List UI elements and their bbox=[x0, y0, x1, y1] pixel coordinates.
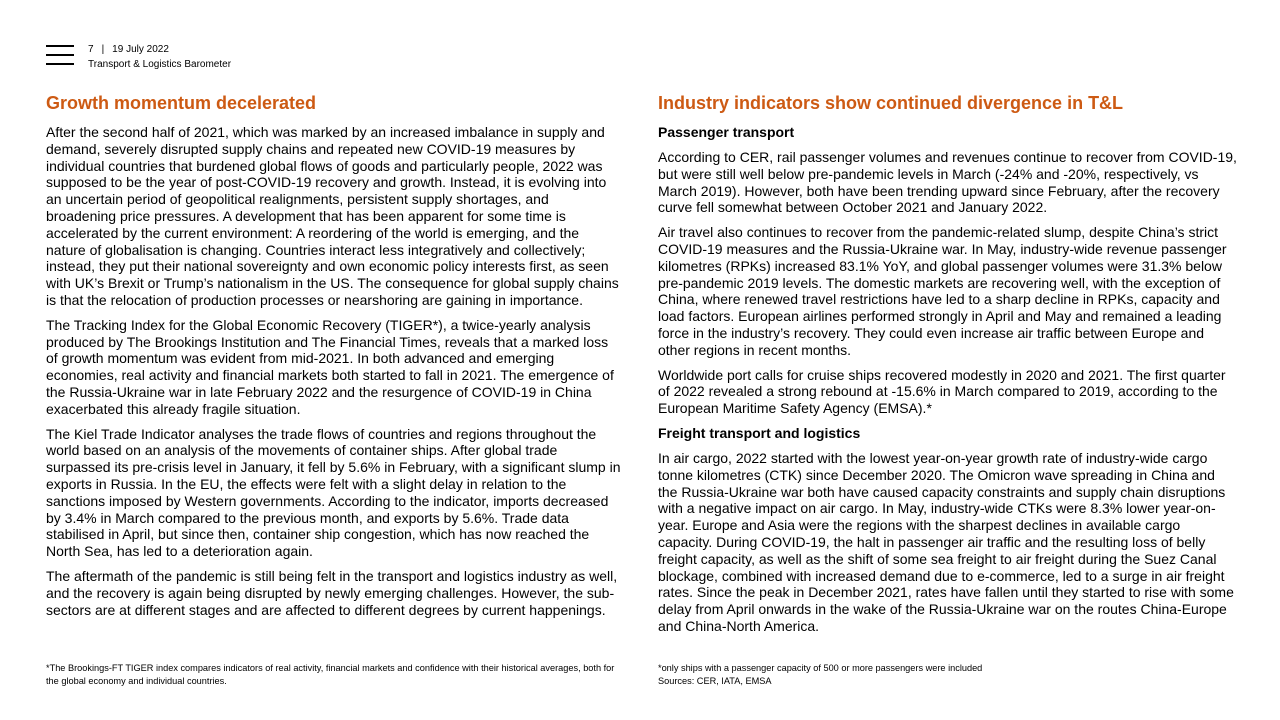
tiger-footnote: *The Brookings-FT TIGER index compares indicators of real activity, financial markets and confidence with their historical averages, both for the global economy and individual countries. bbox=[46, 663, 615, 686]
left-paragraph: The Tracking Index for the Global Economic Recovery (TIGER*), a twice-yearly analysis produced by The Brookings Institution and The Financial Times, reveals that a marked loss of growth momentum was evident from mid-2021. In both advanced and emerging economies, real activity and financial markets both started to fall in 2021. The emergence of the Russia-Ukraine war in late February 2022 and the resurgence of COVID-19 in China exacerbated this already fragile situation. bbox=[46, 316, 614, 417]
publication-date: 19 July 2022 bbox=[112, 44, 169, 55]
left-column bbox=[46, 92, 622, 626]
passenger-transport-heading: Passenger transport bbox=[658, 124, 795, 140]
left-footnote bbox=[46, 662, 622, 687]
left-paragraph: The aftermath of the pandemic is still being felt in the transport and logistics industry as well, and the recovery is again being disrupted by newly emerging challenges. However, the sub-sectors are at different stages and are affected to different degrees by current happenings. bbox=[46, 567, 618, 618]
publication-title: Transport & Logistics Barometer bbox=[88, 59, 232, 70]
page-meta: 7 | 19 July 2022 Transport & Logistics Barometer bbox=[88, 44, 232, 70]
sources-note: Sources: CER, IATA, EMSA bbox=[658, 675, 772, 686]
passenger-paragraph: Worldwide port calls for cruise ships recovered modestly in 2020 and 2021. The first quarter of 2022 revealed a strong rebound at -15.6% in March compared to 2019, according to the European Maritime Safety Agency (EMSA).* bbox=[658, 366, 1226, 417]
freight-paragraph: In air cargo, 2022 started with the lowest year-on-year growth rate of industry-wide cargo tonne kilometres (CTK) since December 2020. The Omicron wave spreading in China and the Russia-Ukraine war both have caused capacity constraints and supply chain disruptions with a negative impact on air cargo. In May, industry-wide CTKs were 8.3% lower year-on-year. Europe and Asia were the regions with the sharpest declines in available cargo capacity. During COVID-19, the halt in passenger air traffic and the resulting loss of belly freight capacity, as well as the shift of some sea freight to air freight during the Suez Canal blockage, combined with increased demand due to e-commerce, led to a surge in air freight rates. Since the peak in December 2021, rates have fallen until they started to rise with some delay from April onwards in the wake of the Russia-Ukraine war on the routes China-Europe and China-North America. bbox=[658, 449, 1234, 634]
cruise-footnote: *only ships with a passenger capacity of 500 or more passengers were included bbox=[658, 663, 983, 673]
page-number: 7 bbox=[88, 44, 94, 55]
passenger-paragraph: According to CER, rail passenger volumes and revenues continue to recover from COVID-19, but were still well below pre-pandemic levels in March (-24% and -20%, respectively, vs March 2019). However, both have been trending upward since February, after the recovery curve fell somewhat between October 2021 and January 2022. bbox=[658, 149, 1237, 216]
left-section-title: Growth momentum decelerated bbox=[46, 93, 317, 113]
hamburger-menu-icon[interactable] bbox=[46, 45, 74, 67]
left-paragraph: The Kiel Trade Indicator analyses the trade flows of countries and regions throughout the world based on an analysis of the movements of container ships. After global trade surpassed its pre-crisis level in January, it fell by 5.6% in February, with a significant slump in exports in Russia. In the EU, the effects were felt with a slight delay in relation to the sanctions imposed by Western governments. According to the indicator, imports decreased by 3.4% in March compared to the previous month, and exports by 5.6%. Trade data stabilised in April, but since then, container ship congestion, which has now reached the North Sea, has led to a deterioration again. bbox=[46, 425, 621, 560]
right-section-title: Industry indicators show continued divergence in T&L bbox=[658, 93, 1124, 113]
freight-transport-heading: Freight transport and logistics bbox=[658, 424, 861, 441]
right-column bbox=[658, 92, 1238, 643]
passenger-paragraph: Air travel also continues to recover from the pandemic-related slump, despite China’s strict COVID-19 measures and the Russia-Ukraine war. In May, industry-wide revenue passenger kilometres (RPKs) increased 83.1% YoY, and global passenger volumes were 31.3% below pre-pandemic 2019 levels. The domestic markets are recovering well, with the exception of China, where renewed travel restrictions have led to a sharp decline in RPKs, capacity and load factors. European airlines performed strongly in April and May and remained a leading force in the industry’s recovery. They could even increase air traffic between Europe and other regions in recent months. bbox=[658, 224, 1227, 358]
left-paragraph: After the second half of 2021, which was marked by an increased imbalance in supply and demand, severely disrupted supply chains and repeated new COVID-19 measures by individual countries that burdened global flows of goods and particularly people, 2022 was supposed to be the year of post-COVID-19 recovery and growth. Instead, it is evolving into an uncertain period of geopolitical realignments, persistent supply shortages, and broadening price pressures. A development that has been apparent for some time is accelerated by the current environment: A reordering of the world is emerging, and the nature of globalisation is changing. Countries interact less integratively and collectively; instead, they put their national sovereignty and own economic policy interests first, as seen with UK’s Brexit or Trump’s nationalism in the US. The consequence for global supply chains is that the relocation of production processes or nearshoring are gaining in importance. bbox=[46, 124, 619, 308]
right-footnote bbox=[658, 662, 1238, 687]
